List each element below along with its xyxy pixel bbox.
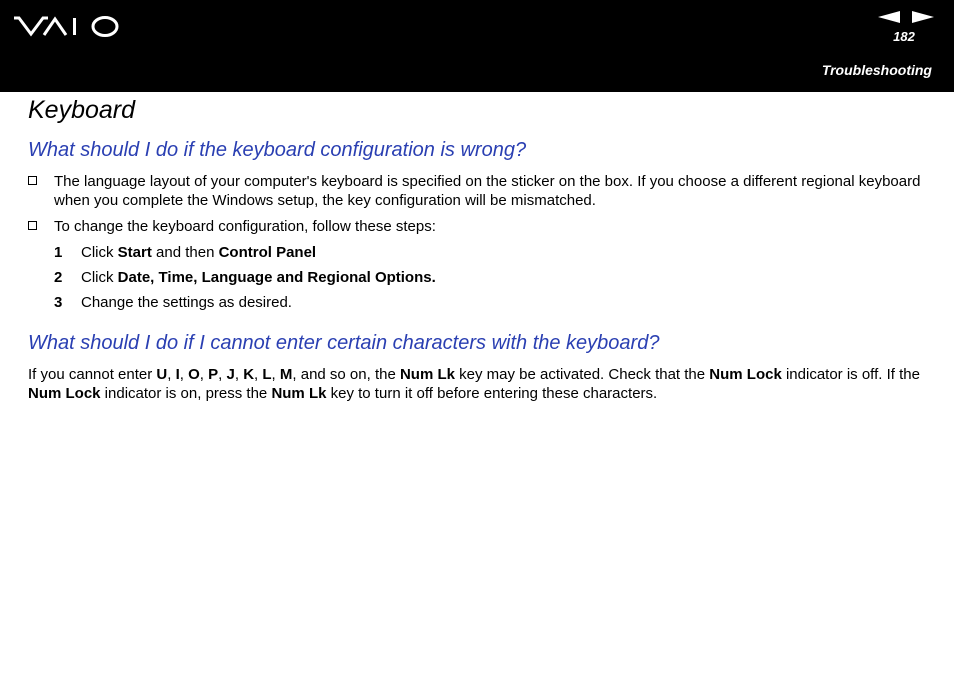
- step-text-part: Click: [81, 244, 118, 261]
- question-heading-keyboard-config: What should I do if the keyboard configuration is wrong?: [28, 139, 527, 161]
- text-part: ,: [199, 366, 209, 383]
- indicator-name-num-lock: Num Lock: [709, 366, 782, 383]
- key-letter: K: [243, 366, 255, 383]
- step-item: [54, 243, 316, 262]
- text-part: If you cannot enter: [28, 366, 157, 383]
- header-bar: [0, 0, 954, 92]
- next-page-button[interactable]: [912, 10, 934, 22]
- text-part: ,: [218, 366, 227, 383]
- step-item: [54, 293, 292, 312]
- key-letter: P: [208, 366, 219, 383]
- bullet-text: The language layout of your computer's keyboard is specified on the sticker on the box. If you choose a different regional keyboard when you complete the Windows setup, the key configuration will be mismatched.: [54, 173, 921, 209]
- bullet-item: [28, 217, 928, 236]
- left-arrow-icon: [878, 11, 900, 23]
- right-arrow-icon: [912, 11, 934, 23]
- key-letter: U: [156, 366, 168, 383]
- step-text-part: and then: [151, 244, 219, 261]
- text-part: ,: [167, 366, 176, 383]
- key-letter: M: [279, 366, 293, 383]
- question-heading-characters: What should I do if I cannot enter certain characters with the keyboard?: [28, 332, 660, 354]
- step-number: 2: [54, 269, 63, 286]
- indicator-name-num-lock: Num Lock: [28, 385, 101, 402]
- checkbox-bullet-icon: [28, 176, 37, 185]
- text-part: indicator is off. If the: [781, 366, 920, 383]
- key-letter: I: [175, 366, 180, 383]
- text-part: ,: [234, 366, 244, 383]
- key-letter: O: [188, 366, 200, 383]
- section-label[interactable]: Troubleshooting: [821, 62, 932, 78]
- ui-term-regional-options: Date, Time, Language and Regional Options.: [117, 269, 436, 286]
- ui-term-start: Start: [117, 244, 152, 261]
- text-part: key to turn it off before entering these characters.: [326, 385, 658, 402]
- ui-term-control-panel: Control Panel: [218, 244, 317, 261]
- text-part: ,: [254, 366, 263, 383]
- key-letter: L: [262, 366, 272, 383]
- step-number: 1: [54, 244, 63, 261]
- bullet-item: [28, 172, 928, 210]
- key-name-num-lk: Num Lk: [271, 385, 327, 402]
- vaio-logo-icon: [14, 14, 120, 38]
- answer-paragraph: [28, 365, 933, 403]
- step-number: 3: [54, 294, 63, 311]
- text-part: ,: [271, 366, 280, 383]
- page-title: Keyboard: [28, 96, 136, 124]
- text-part: ,: [179, 366, 189, 383]
- step-text-part: Click: [81, 269, 118, 286]
- key-name-num-lk: Num Lk: [399, 366, 455, 383]
- step-text: [81, 243, 316, 262]
- step-text: [81, 268, 436, 287]
- text-part: key may be activated. Check that the: [454, 366, 710, 383]
- checkbox-bullet-icon: [28, 221, 37, 230]
- step-text: Change the settings as desired.: [81, 294, 292, 311]
- text-part: indicator is on, press the: [100, 385, 272, 402]
- page-number: 182: [893, 29, 915, 44]
- step-item: [54, 268, 436, 287]
- key-letter: J: [226, 366, 235, 383]
- previous-page-button[interactable]: [878, 10, 900, 22]
- bullet-text: To change the keyboard configuration, follow these steps:: [54, 218, 436, 235]
- vaio-logo: [14, 14, 120, 43]
- text-part: , and so on, the: [292, 366, 400, 383]
